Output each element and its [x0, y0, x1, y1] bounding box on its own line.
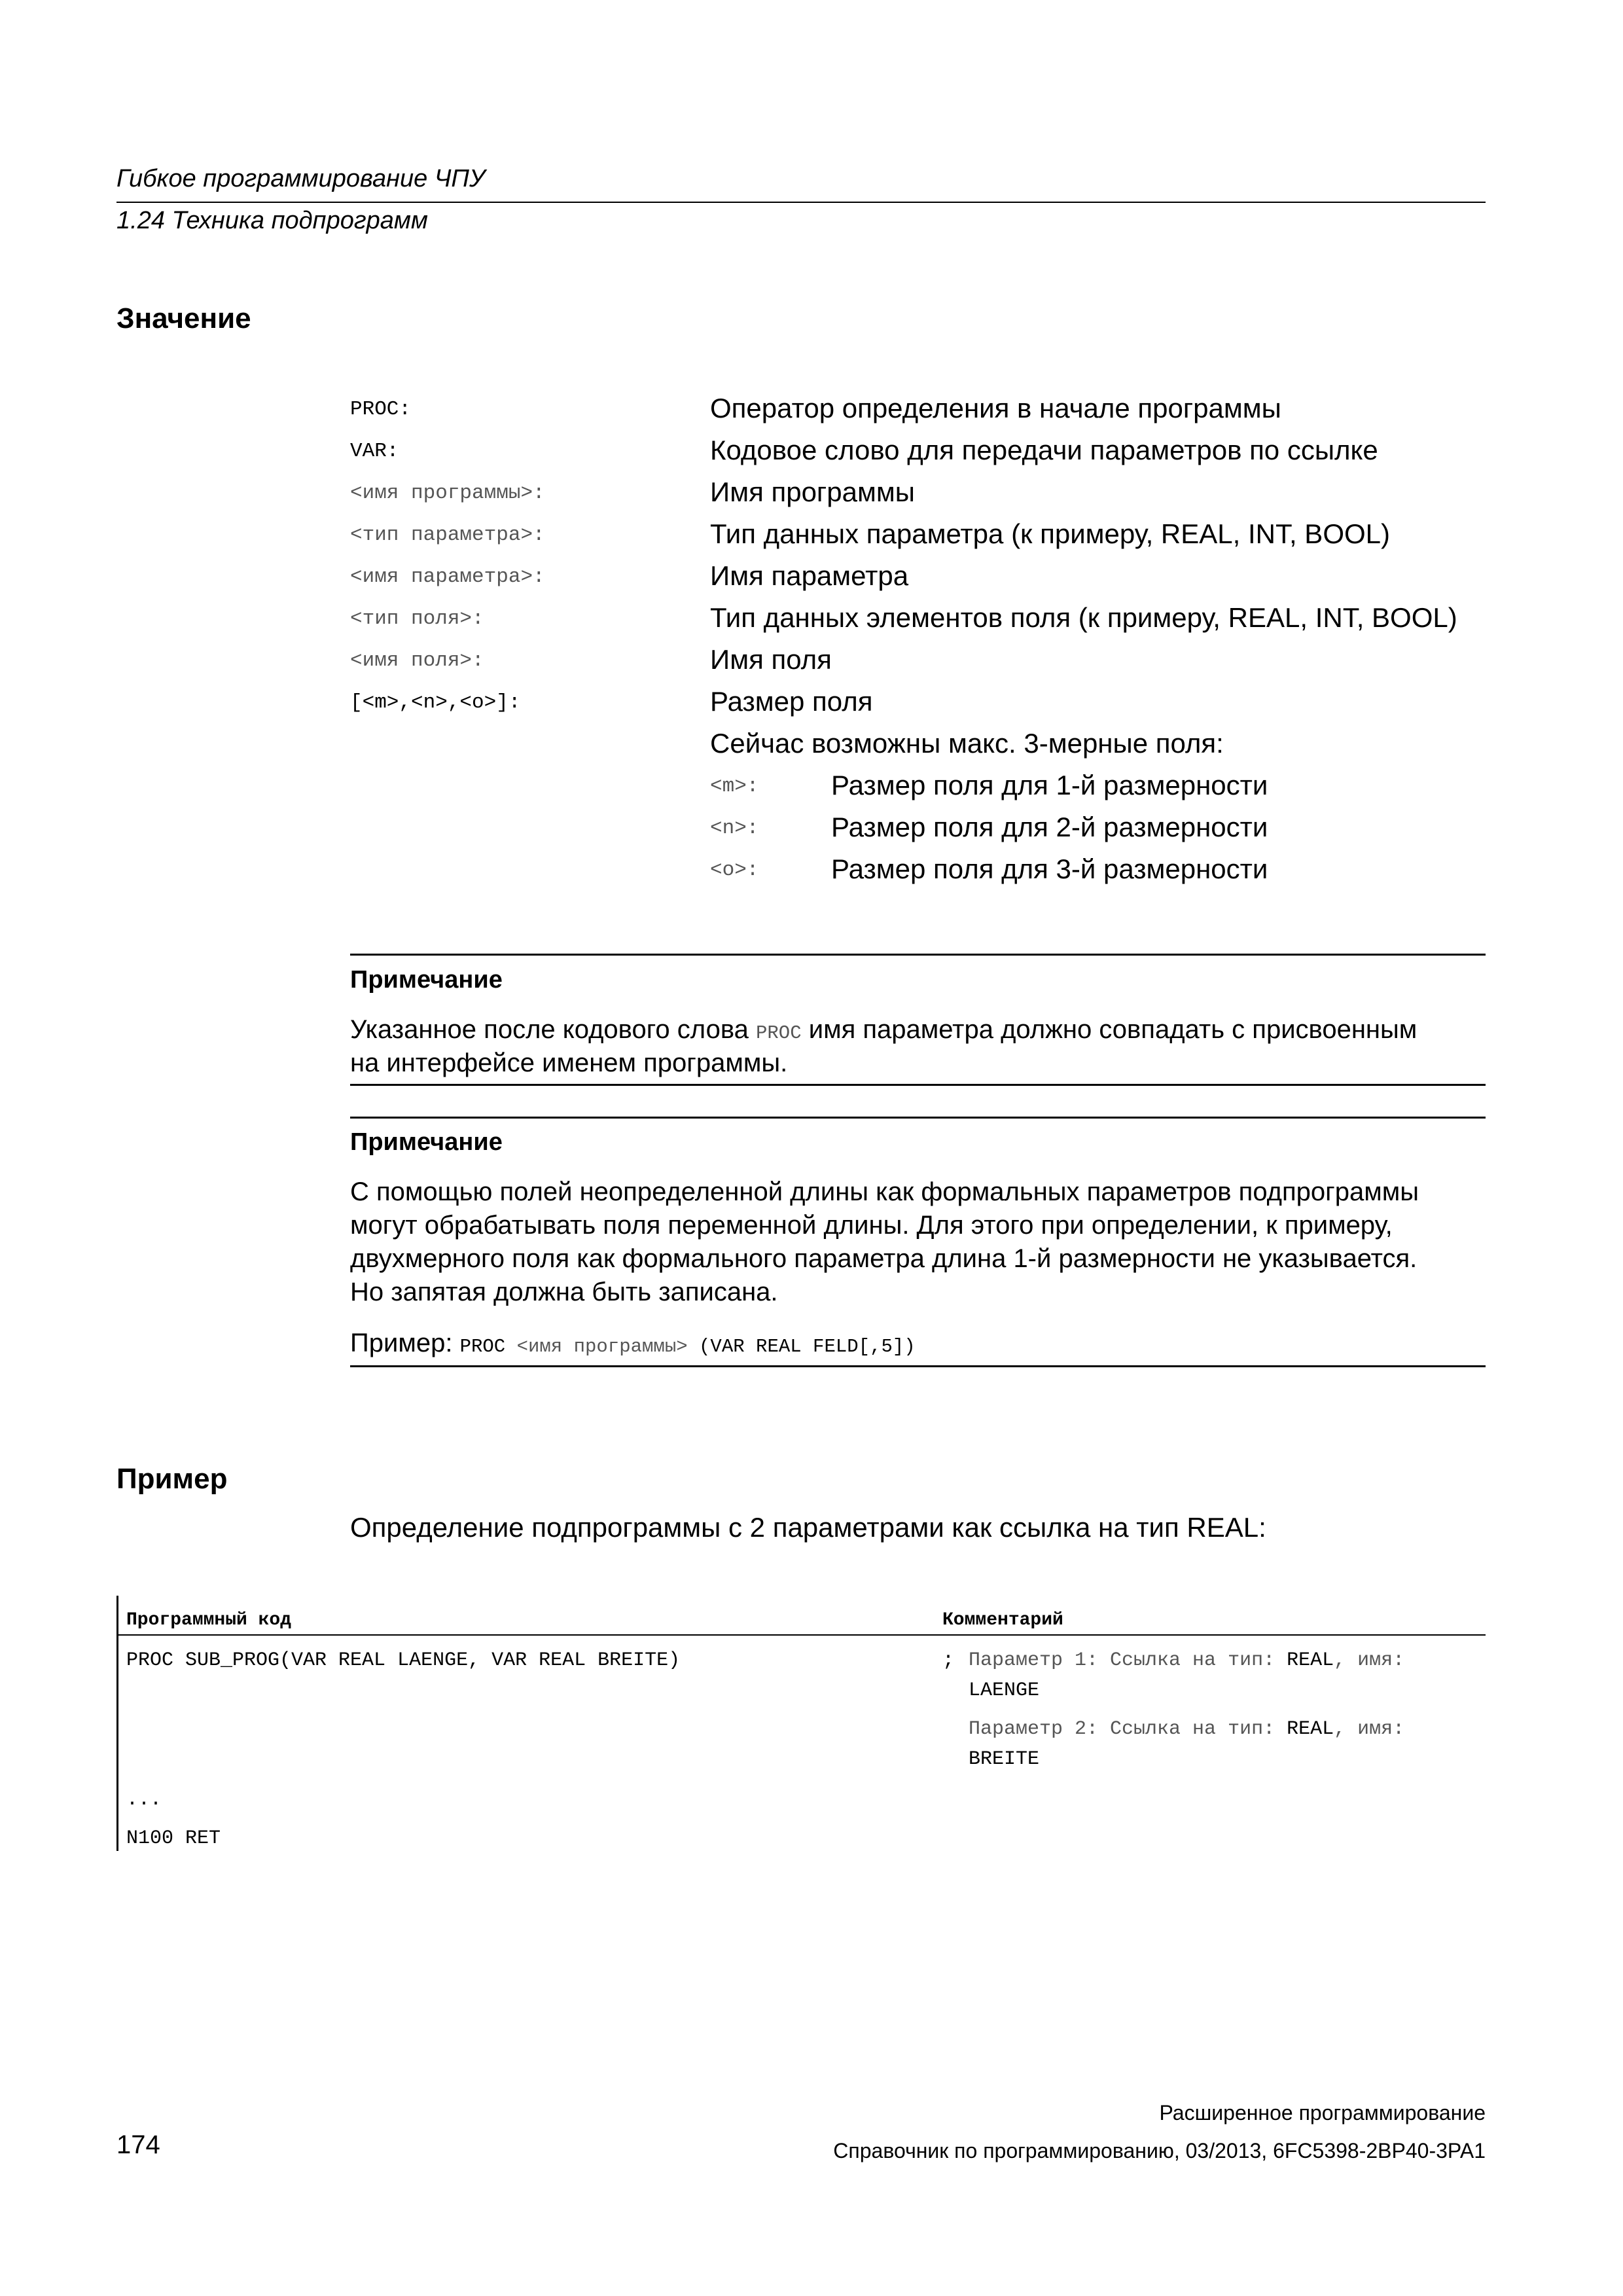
note-text-part: имя параметра должно совпадать с присвоенным	[801, 1015, 1418, 1044]
note-bottom-rule	[350, 1084, 1486, 1086]
def-term: VAR:	[350, 440, 399, 463]
note-text-line: могут обрабатывать поля переменной длины. Для этого при определении, к примеру,	[350, 1211, 1393, 1240]
def-term: <имя программы>:	[350, 482, 545, 505]
note-bottom-rule	[350, 1365, 1486, 1367]
sub-def-desc: Размер поля для 1-й размерности	[831, 770, 1268, 800]
note-title: Примечание	[350, 1128, 503, 1156]
note-text-line: С помощью полей неопределенной длины как формальных параметров подпрограммы	[350, 1177, 1419, 1206]
note-title: Примечание	[350, 966, 503, 994]
comment-part: Параметр 2: Ссылка на тип:	[969, 1718, 1287, 1740]
def-desc: Имя поля	[710, 644, 832, 675]
def-desc: Имя параметра	[710, 560, 909, 591]
def-term: <имя параметра>:	[350, 565, 545, 588]
def-term: <имя поля>:	[350, 649, 484, 672]
comment-text	[969, 1649, 1404, 1672]
code-column-header: Программный код	[126, 1610, 292, 1630]
comment-part: , имя:	[1334, 1718, 1405, 1740]
inline-code: PROC	[755, 1022, 802, 1044]
inline-code: PROC	[459, 1336, 517, 1357]
inline-code: <имя программы>	[516, 1336, 688, 1357]
running-header-subtitle: 1.24 Техника подпрограмм	[116, 207, 428, 234]
comment-text: BREITE	[969, 1748, 1040, 1770]
code-line: N100 RET	[126, 1827, 221, 1850]
code-line: PROC SUB_PROG(VAR REAL LAENGE, VAR REAL BREITE)	[126, 1649, 681, 1672]
def-term: PROC:	[350, 398, 412, 421]
footer-book-ref: Справочник по программированию, 03/2013, 6FC5398-2BP40-3PA1	[833, 2139, 1486, 2162]
comment-part: REAL	[1287, 1718, 1334, 1740]
comment-part: Параметр 1: Ссылка на тип:	[969, 1649, 1287, 1672]
def-desc: Тип данных параметра (к примеру, REAL, INT, BOOL)	[710, 518, 1391, 549]
comment-text: LAENGE	[969, 1679, 1040, 1702]
note-top-rule	[350, 954, 1486, 956]
example-label: Пример:	[350, 1329, 460, 1357]
sub-def-term: <m>:	[710, 775, 759, 798]
def-desc: Имя программы	[710, 476, 915, 507]
code-table-header-rule	[116, 1634, 1486, 1636]
def-desc: Тип данных элементов поля (к примеру, REAL, INT, BOOL)	[710, 602, 1457, 633]
def-desc: Кодовое слово для передачи параметров по ссылке	[710, 435, 1378, 465]
note-top-rule	[350, 1117, 1486, 1119]
sub-def-term: <n>:	[710, 817, 759, 840]
def-desc: Оператор определения в начале программы	[710, 393, 1281, 423]
note-example	[350, 1327, 1486, 1363]
running-header-title: Гибкое программирование ЧПУ	[116, 165, 486, 192]
footer-book-title: Расширенное программирование	[1159, 2101, 1486, 2125]
sub-def-term: <o>:	[710, 859, 759, 882]
section-title-example: Пример	[116, 1463, 228, 1495]
note-text-line: двухмерного поля как формального параметра длина 1-й размерности не указывается.	[350, 1244, 1418, 1273]
comment-part: REAL	[1287, 1649, 1334, 1672]
def-extra-desc: Сейчас возможны макс. 3-мерные поля:	[710, 728, 1224, 759]
note-text-line: Но запятая должна быть записана.	[350, 1278, 778, 1306]
section-title-meaning: Значение	[116, 302, 251, 334]
def-desc: Размер поля	[710, 686, 873, 717]
example-intro: Определение подпрограммы с 2 параметрами как ссылка на тип REAL:	[350, 1512, 1266, 1543]
comment-text	[969, 1718, 1404, 1740]
comment-part: , имя:	[1334, 1649, 1405, 1672]
note-text-part: Указанное после кодового слова	[350, 1015, 756, 1044]
def-term: [<m>,<n>,<o>]:	[350, 691, 521, 714]
note-text-line: на интерфейсе именем программы.	[350, 1049, 788, 1077]
sub-def-desc: Размер поля для 3-й размерности	[831, 853, 1268, 884]
comment-column-header: Комментарий	[942, 1610, 1063, 1630]
comment-marker: ;	[942, 1649, 955, 1672]
page-number: 174	[116, 2130, 160, 2159]
def-term: <тип поля>:	[350, 607, 484, 630]
code-line: ...	[126, 1789, 162, 1811]
header-divider	[116, 202, 1486, 203]
sub-def-desc: Размер поля для 2-й размерности	[831, 812, 1268, 842]
def-term: <тип параметра>:	[350, 524, 545, 547]
note-text	[350, 1013, 1486, 1050]
inline-code: (VAR REAL FELD[,5])	[687, 1336, 916, 1357]
